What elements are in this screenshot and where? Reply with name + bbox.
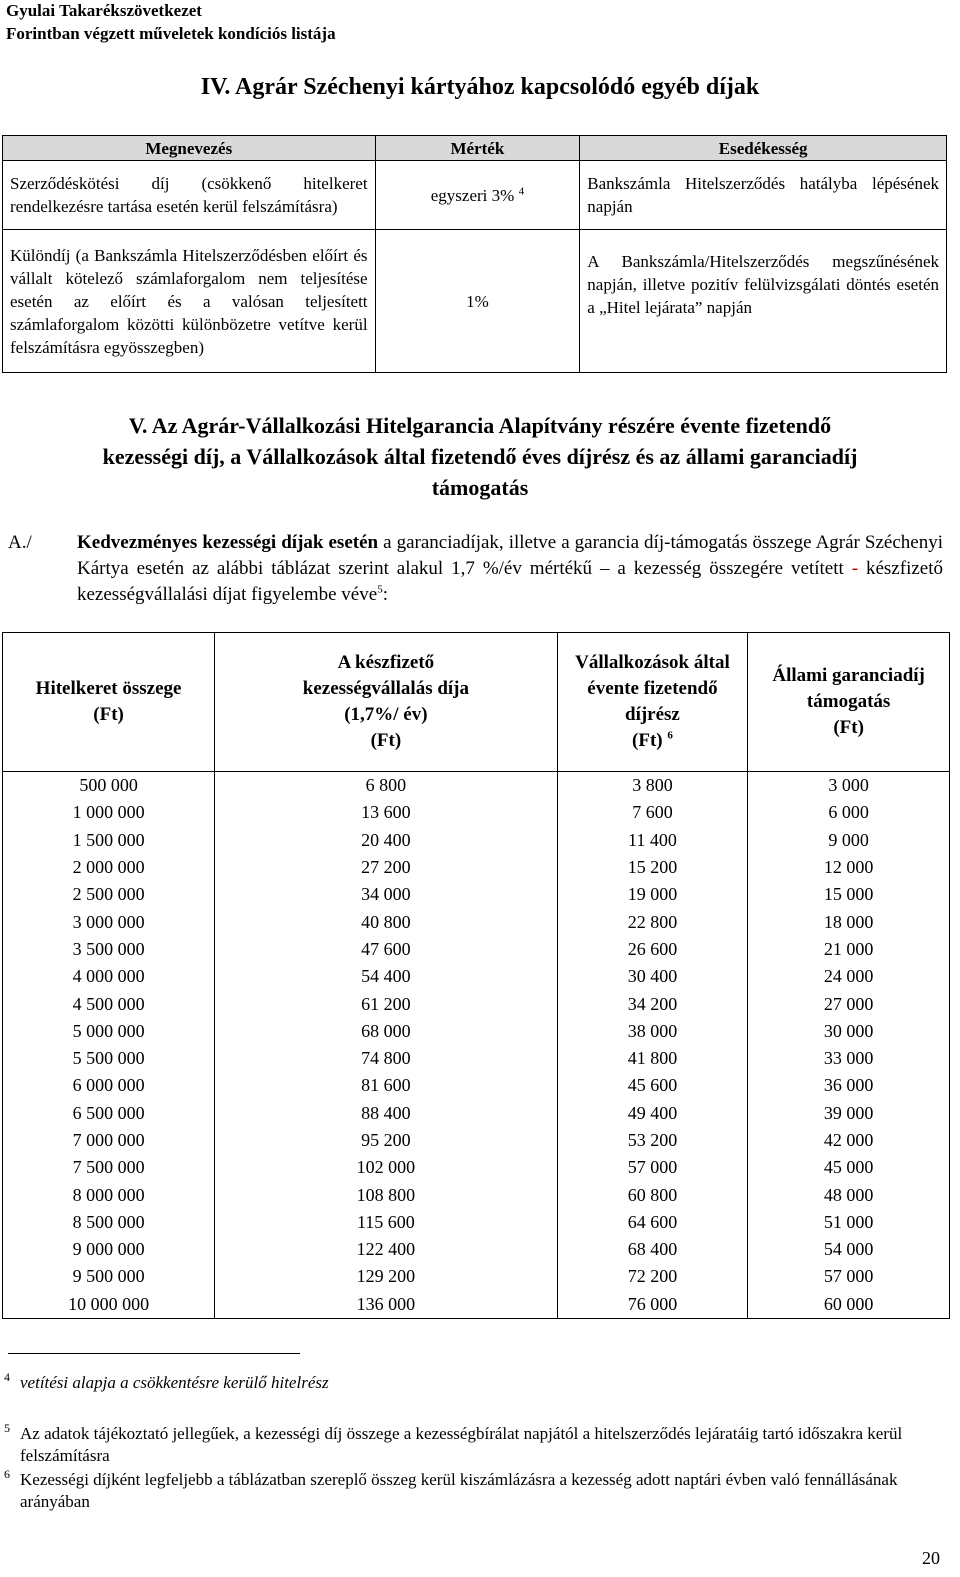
- table-cell: 115 600: [215, 1209, 557, 1236]
- header-line: (1,7%/ év): [344, 704, 428, 725]
- guarantee-fee-table: [2, 632, 950, 1319]
- footnote: [4, 1372, 939, 1394]
- table-cell: 54 400: [215, 963, 557, 990]
- red-dash: -: [851, 558, 859, 579]
- table-row: [3, 1263, 950, 1290]
- table-cell: 30 000: [748, 1018, 950, 1045]
- table-cell: 68 400: [557, 1236, 748, 1263]
- table-cell: 3 000 000: [3, 908, 215, 935]
- table-cell: 9 000: [748, 827, 950, 854]
- table-cell: 19 000: [557, 881, 748, 908]
- table-cell: 7 000 000: [3, 1127, 215, 1154]
- table-cell: 57 000: [748, 1263, 950, 1290]
- table-cell: 11 400: [557, 827, 748, 854]
- table-row: [3, 854, 950, 881]
- table-cell: 68 000: [215, 1018, 557, 1045]
- header-line: (Ft): [370, 730, 402, 751]
- col-header-guarantee-fee: [215, 633, 557, 772]
- header-line: Hitelkeret összege: [35, 678, 182, 699]
- table-cell: 6 000: [748, 799, 950, 826]
- table-cell: 49 400: [557, 1100, 748, 1127]
- table-cell: 48 000: [748, 1181, 950, 1208]
- col-header-company-share: [557, 633, 748, 772]
- paragraph-bold-lead: Kedvezményes kezességi díjak esetén: [77, 532, 379, 553]
- table-row: [3, 1072, 950, 1099]
- page-number: 20: [922, 1548, 940, 1568]
- fees-table: [2, 135, 947, 373]
- section-v-title-line: támogatás: [431, 475, 529, 500]
- table-row: [3, 1181, 950, 1208]
- header-line: díjrész: [625, 704, 680, 725]
- header-institution: Gyulai Takarékszövetkezet: [6, 1, 202, 20]
- footnote-text: vetítési alapja a csökkentésre kerülő hitelrész: [20, 1373, 329, 1392]
- table-row: [3, 881, 950, 908]
- table-cell: 27 000: [748, 990, 950, 1017]
- table-cell: 4 000 000: [3, 963, 215, 990]
- fee-due: A Bankszámla/Hitelszerződés megszűnésének napján, illetve pozitív felülvizsgálati döntés esetén a „Hitel lejárata” napján: [580, 230, 947, 373]
- table-cell: 2 000 000: [3, 854, 215, 881]
- table-row: [3, 1127, 950, 1154]
- table-cell: 60 000: [748, 1291, 950, 1319]
- table-cell: 34 000: [215, 881, 557, 908]
- header-footnote-ref: 6: [667, 729, 673, 742]
- table-cell: 5 500 000: [3, 1045, 215, 1072]
- fees-row: [3, 230, 947, 373]
- fee-rate-footnote-ref: 4: [518, 184, 525, 197]
- header-line: (Ft): [833, 717, 864, 738]
- footnote-number: 5: [4, 1421, 10, 1435]
- fee-due: Bankszámla Hitelszerződés hatályba lépésének napján: [580, 161, 947, 230]
- footnote: [4, 1423, 939, 1467]
- table-row: [3, 908, 950, 935]
- table-cell: 129 200: [215, 1263, 557, 1290]
- table-row: [3, 1100, 950, 1127]
- table-row: [3, 1045, 950, 1072]
- table-cell: 74 800: [215, 1045, 557, 1072]
- table-cell: 15 000: [748, 881, 950, 908]
- table-cell: 33 000: [748, 1045, 950, 1072]
- table-cell: 61 200: [215, 990, 557, 1017]
- table-cell: 72 200: [557, 1263, 748, 1290]
- header-line: Állami garanciadíj: [772, 665, 925, 686]
- table-row: [3, 1018, 950, 1045]
- table-row: [3, 772, 950, 800]
- table-cell: 20 400: [215, 827, 557, 854]
- table-cell: 38 000: [557, 1018, 748, 1045]
- table-cell: 3 500 000: [3, 936, 215, 963]
- paragraph-text-part: a garanciadíjak, illetve a garancia díj-támogatás összege Agrár Széchenyi Kártya esetén az alábbi táblázat szerint alakul 1,7 %/év mértékű – a kezesség összegére vetített: [77, 532, 943, 579]
- table-cell: 7 600: [557, 799, 748, 826]
- table-cell: 122 400: [215, 1236, 557, 1263]
- table-cell: 39 000: [748, 1100, 950, 1127]
- table-cell: 88 400: [215, 1100, 557, 1127]
- table-cell: 22 800: [557, 908, 748, 935]
- header-line: évente fizetendő: [587, 678, 718, 699]
- col-header-state-support: [748, 633, 950, 772]
- table-cell: 3 800: [557, 772, 748, 800]
- table-cell: 30 400: [557, 963, 748, 990]
- header-line: Vállalkozások által: [575, 652, 730, 673]
- header-line: (Ft): [632, 730, 663, 751]
- table-row: [3, 1291, 950, 1319]
- footnote-ref: 5: [377, 583, 383, 596]
- fee-rate: 1%: [375, 230, 580, 373]
- table-cell: 136 000: [215, 1291, 557, 1319]
- table-cell: 40 800: [215, 908, 557, 935]
- table-row: [3, 799, 950, 826]
- header-line: támogatás: [806, 691, 891, 712]
- col-header-credit-amount: [3, 633, 215, 772]
- table-cell: 81 600: [215, 1072, 557, 1099]
- section-v-title-line: kezességi díj, a Vállalkozások által fizetendő éves díjrész és az állami garanciadíj: [102, 444, 858, 469]
- header-line: (Ft): [93, 704, 124, 725]
- table-cell: 54 000: [748, 1236, 950, 1263]
- table-cell: 4 500 000: [3, 990, 215, 1017]
- section-iv-title: IV. Agrár Széchenyi kártyához kapcsolódó egyéb díjak: [200, 74, 760, 100]
- table-cell: 24 000: [748, 963, 950, 990]
- table-cell: 6 800: [215, 772, 557, 800]
- table-cell: 10 000 000: [3, 1291, 215, 1319]
- paragraph-text-part: készfizető kezességvállalási díjat figyelembe véve: [77, 558, 943, 605]
- table-cell: 6 000 000: [3, 1072, 215, 1099]
- table-row: [3, 1154, 950, 1181]
- footnote-text: Kezességi díjként legfeljebb a táblázatban szereplő összeg kerül kiszámlázásra a kezesség adott naptári évben való fennállásának arányában: [20, 1470, 898, 1511]
- col-header-rate: Mérték: [375, 136, 580, 161]
- table-cell: 15 200: [557, 854, 748, 881]
- footnote-text: Az adatok tájékoztató jellegűek, a kezességi díj összege a kezességbírálat napjától a hitelszerződés lejáratáig tartó időszakra kerül felszámításra: [20, 1424, 903, 1465]
- fee-rate-value: egyszeri 3%: [430, 185, 515, 205]
- guarantee-table-header: [3, 633, 950, 772]
- table-cell: 500 000: [3, 772, 215, 800]
- table-cell: 60 800: [557, 1181, 748, 1208]
- section-v-title-line: V. Az Agrár-Vállalkozási Hitelgarancia Alapítvány részére évente fizetendő: [128, 413, 832, 438]
- section-v-title: [0, 410, 960, 503]
- table-row: [3, 827, 950, 854]
- table-cell: 5 000 000: [3, 1018, 215, 1045]
- table-cell: 13 600: [215, 799, 557, 826]
- table-row: [3, 990, 950, 1017]
- table-row: [3, 963, 950, 990]
- footnote-number: 6: [4, 1467, 10, 1481]
- paragraph-end: :: [382, 584, 388, 605]
- table-cell: 7 500 000: [3, 1154, 215, 1181]
- fee-name: Különdíj (a Bankszámla Hitelszerződésben előírt és vállalt kötelező számlaforgalom nem teljesítése esetén az előírt és a valósan teljesített számlaforgalom közötti különbözetre vetítve kerül felszámításra egyösszegben): [3, 230, 376, 373]
- footnote-number: 4: [4, 1370, 10, 1384]
- header-document-title: Forintban végzett műveletek kondíciós listája: [6, 24, 336, 43]
- table-cell: 102 000: [215, 1154, 557, 1181]
- footnote: [4, 1469, 939, 1513]
- fee-rate: [375, 161, 580, 230]
- table-cell: 27 200: [215, 854, 557, 881]
- paragraph-text: [77, 530, 943, 608]
- table-cell: 51 000: [748, 1209, 950, 1236]
- table-cell: 45 000: [748, 1154, 950, 1181]
- table-cell: 1 000 000: [3, 799, 215, 826]
- table-cell: 9 000 000: [3, 1236, 215, 1263]
- table-cell: 21 000: [748, 936, 950, 963]
- table-cell: 47 600: [215, 936, 557, 963]
- table-cell: 76 000: [557, 1291, 748, 1319]
- table-cell: 42 000: [748, 1127, 950, 1154]
- table-cell: 2 500 000: [3, 881, 215, 908]
- table-cell: 57 000: [557, 1154, 748, 1181]
- table-cell: 45 600: [557, 1072, 748, 1099]
- fees-table-header: [3, 136, 947, 161]
- table-cell: 18 000: [748, 908, 950, 935]
- table-cell: 8 000 000: [3, 1181, 215, 1208]
- table-row: [3, 1209, 950, 1236]
- header-line: A készfizető: [337, 652, 435, 673]
- table-cell: 3 000: [748, 772, 950, 800]
- table-row: [3, 936, 950, 963]
- table-cell: 8 500 000: [3, 1209, 215, 1236]
- table-cell: 53 200: [557, 1127, 748, 1154]
- fee-name: Szerződéskötési díj (csökkenő hitelkeret rendelkezésre tartása esetén kerül felszámításra): [3, 161, 376, 230]
- paragraph-label: A./: [8, 532, 32, 553]
- footnote-separator: [8, 1353, 300, 1354]
- fees-row: [3, 161, 947, 230]
- table-cell: 34 200: [557, 990, 748, 1017]
- table-cell: 41 800: [557, 1045, 748, 1072]
- table-cell: 95 200: [215, 1127, 557, 1154]
- table-cell: 9 500 000: [3, 1263, 215, 1290]
- col-header-name: Megnevezés: [3, 136, 376, 161]
- col-header-due: Esedékesség: [580, 136, 947, 161]
- table-cell: 26 600: [557, 936, 748, 963]
- table-cell: 36 000: [748, 1072, 950, 1099]
- table-cell: 64 600: [557, 1209, 748, 1236]
- table-cell: 108 800: [215, 1181, 557, 1208]
- table-cell: 1 500 000: [3, 827, 215, 854]
- header-line: kezességvállalás díja: [302, 678, 470, 699]
- table-cell: 12 000: [748, 854, 950, 881]
- table-row: [3, 1236, 950, 1263]
- intro-paragraph: [8, 530, 943, 608]
- table-cell: 6 500 000: [3, 1100, 215, 1127]
